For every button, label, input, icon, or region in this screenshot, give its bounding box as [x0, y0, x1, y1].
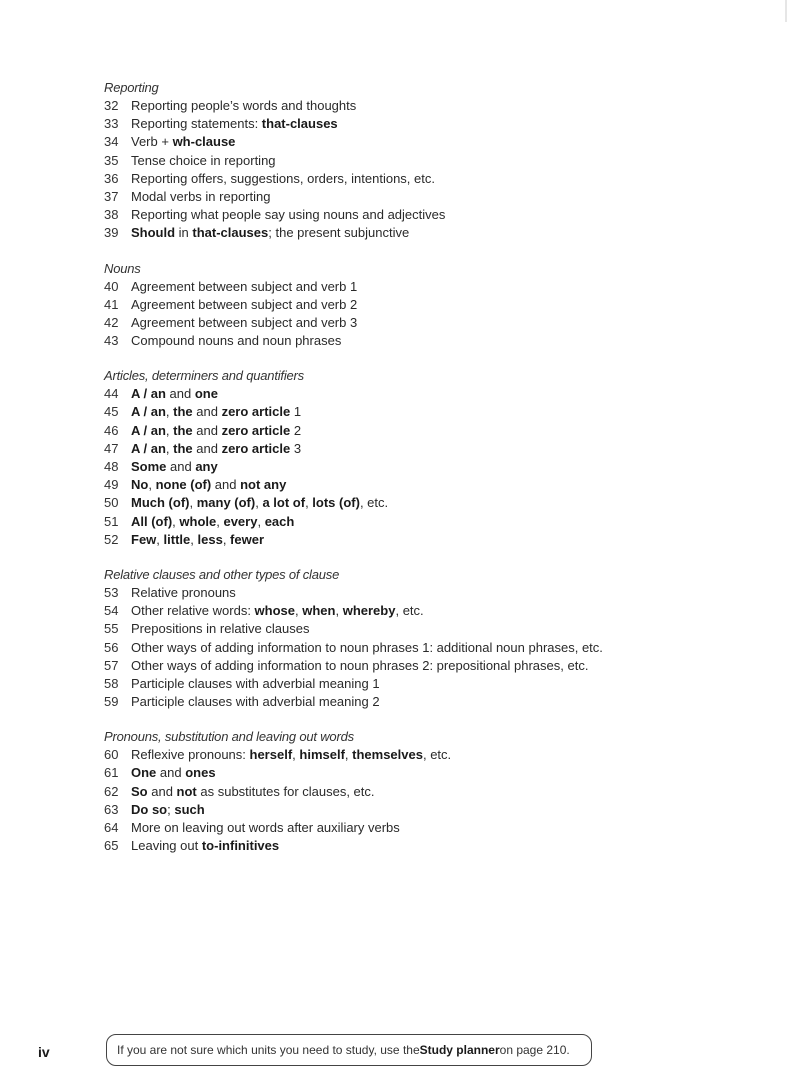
unit-number: 58: [104, 675, 119, 691]
unit-number: 42: [104, 314, 119, 330]
text-run: and: [156, 765, 186, 781]
unit-title: [131, 693, 380, 711]
bold-term: Should: [131, 225, 176, 241]
text-run: on page 210.: [499, 1043, 570, 1057]
text-run: ,: [190, 531, 198, 547]
section-title: Pronouns, substitution and leaving out words: [104, 729, 354, 745]
unit-entry: [104, 170, 744, 188]
bold-term: little: [163, 531, 191, 547]
unit-title: [131, 332, 341, 350]
unit-entry: [104, 296, 744, 314]
bold-term: lots (of): [312, 495, 360, 511]
unit-title: [131, 385, 218, 403]
text-run: ,: [305, 495, 313, 511]
bold-term: herself: [249, 747, 293, 763]
unit-entry: [104, 206, 744, 224]
text-run: Tense choice in reporting: [131, 152, 276, 168]
text-run: , etc.: [395, 603, 424, 619]
unit-entry: [104, 385, 744, 403]
bold-term: the: [173, 440, 193, 456]
unit-title: [131, 115, 338, 133]
text-run: , etc.: [359, 495, 389, 511]
unit-title: [131, 476, 286, 494]
unit-title: [131, 783, 375, 801]
unit-number: 35: [104, 152, 119, 168]
text-run: If you are not sure which units you need to study, use the: [117, 1043, 420, 1057]
unit-title: [131, 133, 235, 151]
bold-term: All (of): [131, 513, 173, 529]
text-run: ,: [295, 603, 303, 619]
unit-title: [131, 296, 357, 314]
bold-term: not: [176, 783, 197, 799]
page-number: iv: [38, 1044, 50, 1060]
text-run: 2: [290, 422, 302, 438]
unit-entry: [104, 224, 744, 242]
unit-number: 59: [104, 694, 119, 710]
unit-number: 62: [104, 783, 119, 799]
unit-entry: [104, 494, 744, 512]
text-run: Modal verbs in reporting: [131, 188, 271, 204]
bold-term: any: [195, 459, 218, 474]
text-run: and: [211, 477, 241, 493]
text-run: Reflexive pronouns:: [131, 747, 250, 763]
toc-section: [104, 79, 744, 243]
bold-term: zero article: [221, 404, 291, 420]
text-run: 3: [290, 440, 302, 456]
bold-term: to-infinitives: [201, 838, 280, 854]
unit-number: 36: [104, 170, 119, 186]
unit-title: [131, 657, 588, 675]
bold-term: A / an: [131, 422, 166, 438]
unit-title: [131, 584, 236, 602]
unit-entry: [104, 783, 744, 801]
bold-term: Much (of): [131, 495, 190, 511]
bold-term: a lot of: [262, 495, 306, 511]
text-run: ,: [156, 531, 164, 547]
unit-number: 43: [104, 333, 119, 349]
text-run: ,: [172, 513, 180, 529]
text-run: as substitutes for clauses, etc.: [196, 783, 375, 799]
unit-entry: [104, 531, 744, 549]
unit-title: [131, 440, 301, 458]
text-run: Leaving out: [131, 838, 202, 854]
bold-term: fewer: [230, 531, 265, 547]
text-run: ,: [257, 513, 265, 529]
unit-title: [131, 837, 279, 855]
text-run: Agreement between subject and verb 1: [131, 278, 358, 294]
text-run: ,: [165, 404, 174, 420]
unit-title: [131, 422, 301, 440]
unit-entry: [104, 584, 744, 602]
unit-number: 40: [104, 278, 119, 294]
text-run: ,: [292, 747, 300, 763]
bold-term: when: [302, 603, 336, 619]
text-run: ;: [167, 801, 175, 817]
unit-number: 48: [104, 459, 119, 474]
unit-title: [131, 801, 205, 819]
bold-term: A / an: [131, 386, 166, 402]
unit-title: [131, 639, 603, 657]
bold-term: whose: [254, 603, 296, 619]
unit-number: 37: [104, 188, 119, 204]
section-title: Nouns: [104, 260, 141, 276]
text-run: ,: [216, 513, 224, 529]
bold-term: that-clauses: [261, 116, 338, 132]
text-run: and: [165, 386, 195, 402]
unit-number: 52: [104, 531, 119, 547]
bold-term: whole: [179, 513, 217, 529]
bold-term: So: [131, 783, 148, 799]
unit-number: 47: [104, 440, 119, 456]
bold-term: A / an: [131, 440, 166, 456]
unit-entry: [104, 764, 744, 782]
text-run: ,: [165, 422, 174, 438]
text-run: and: [192, 440, 222, 456]
bold-term: himself: [299, 747, 345, 763]
text-run: Verb +: [131, 134, 173, 150]
unit-number: 38: [104, 207, 119, 223]
unit-entry: [104, 314, 744, 332]
unit-number: 54: [104, 603, 119, 619]
unit-entry: [104, 440, 744, 458]
unit-title: [131, 188, 270, 206]
text-run: ,: [255, 495, 263, 511]
text-run: Reporting people’s words and thoughts: [131, 98, 357, 113]
unit-number: 60: [104, 747, 119, 763]
unit-number: 61: [104, 765, 119, 781]
unit-title: [131, 494, 388, 512]
text-run: and: [192, 422, 222, 438]
unit-number: 55: [104, 621, 119, 637]
unit-title: [131, 746, 451, 764]
text-run: 1: [290, 404, 302, 420]
unit-entry: [104, 188, 744, 206]
unit-number: 46: [104, 422, 119, 438]
unit-number: 39: [104, 225, 119, 241]
text-run: in: [175, 225, 193, 241]
text-run: Reporting offers, suggestions, orders, intentions, etc.: [131, 170, 435, 186]
unit-entry: [104, 639, 744, 657]
table-of-contents: [104, 79, 744, 872]
text-run: Prepositions in relative clauses: [131, 621, 310, 637]
unit-entry: [104, 602, 744, 620]
unit-entry: [104, 819, 744, 837]
text-run: Agreement between subject and verb 3: [131, 314, 358, 330]
bold-term: the: [173, 404, 193, 420]
text-run: and: [147, 783, 177, 799]
bold-term: such: [174, 801, 205, 817]
text-run: ,: [189, 495, 197, 511]
bold-term: every: [223, 513, 258, 529]
text-run: ,: [222, 531, 231, 547]
text-run: ; the present subjunctive: [268, 225, 410, 241]
text-run: ,: [165, 440, 174, 456]
unit-title: [131, 314, 357, 332]
bold-term: zero article: [221, 422, 291, 438]
unit-number: 41: [104, 296, 119, 312]
text-run: Agreement between subject and verb 2: [131, 296, 358, 312]
unit-title: [131, 819, 400, 837]
bold-term: not any: [240, 477, 287, 493]
unit-number: 56: [104, 639, 119, 655]
bold-term: that-clauses: [192, 225, 269, 241]
unit-entry: [104, 422, 744, 440]
unit-entry: [104, 152, 744, 170]
toc-section: [104, 367, 744, 549]
unit-entry: [104, 332, 744, 350]
bold-term: ones: [185, 765, 216, 781]
section-title: Relative clauses and other types of clause: [104, 566, 340, 582]
text-run: Participle clauses with adverbial meaning 1: [131, 675, 380, 691]
unit-title: [131, 602, 424, 620]
unit-title: [131, 278, 357, 296]
unit-entry: [104, 278, 744, 296]
bold-term: One: [131, 765, 157, 781]
unit-entry: [104, 657, 744, 675]
text-run: Other relative words:: [131, 603, 255, 619]
bold-term: Study planner: [419, 1043, 500, 1057]
unit-number: 45: [104, 404, 119, 420]
bold-term: A / an: [131, 404, 166, 420]
unit-entry: [104, 675, 744, 693]
unit-title: [131, 675, 380, 693]
unit-number: 50: [104, 495, 119, 511]
bold-term: the: [173, 422, 193, 438]
unit-title: [131, 531, 264, 549]
text-run: Reporting what people say using nouns and adjectives: [131, 207, 446, 223]
unit-entry: [104, 476, 744, 494]
text-run: Participle clauses with adverbial meaning 2: [131, 694, 380, 710]
unit-entry: [104, 97, 744, 115]
unit-title: [131, 170, 435, 188]
unit-number: 57: [104, 657, 119, 673]
unit-title: [131, 620, 309, 638]
unit-number: 34: [104, 134, 119, 150]
bold-term: whereby: [342, 603, 396, 619]
unit-entry: [104, 746, 744, 764]
bold-term: No: [131, 477, 149, 493]
toc-section: [104, 566, 744, 711]
text-run: Compound nouns and noun phrases: [131, 333, 342, 349]
unit-entry: [104, 837, 744, 855]
unit-number: 53: [104, 584, 119, 600]
unit-entry: [104, 620, 744, 638]
unit-title: [131, 403, 301, 421]
text-run: Other ways of adding information to noun phrases 1: additional noun phrases, etc.: [131, 639, 603, 655]
study-planner-tip: [106, 1034, 592, 1066]
unit-title: [131, 152, 276, 170]
unit-number: 33: [104, 116, 119, 132]
bold-term: one: [194, 386, 218, 402]
text-run: Other ways of adding information to noun phrases 2: prepositional phrases, etc.: [131, 657, 589, 673]
toc-section: [104, 728, 744, 855]
unit-number: 32: [104, 98, 119, 113]
text-run: ,: [344, 747, 353, 763]
unit-title: [131, 224, 409, 242]
unit-entry: [104, 801, 744, 819]
unit-number: 63: [104, 801, 119, 817]
bold-term: each: [264, 513, 295, 529]
text-run: More on leaving out words after auxiliary verbs: [131, 820, 400, 835]
bold-term: none (of): [155, 477, 212, 493]
unit-number: 44: [104, 386, 119, 402]
unit-entry: [104, 693, 744, 711]
unit-title: [131, 513, 294, 531]
text-run: , etc.: [422, 747, 452, 763]
text-run: and: [192, 404, 222, 420]
bold-term: less: [197, 531, 223, 547]
unit-title: [131, 206, 445, 224]
text-run: Relative pronouns: [131, 584, 236, 600]
unit-number: 64: [104, 820, 119, 835]
bold-term: Few: [131, 531, 157, 547]
unit-title: [131, 458, 218, 476]
unit-entry: [104, 513, 744, 531]
text-run: ,: [335, 603, 343, 619]
unit-entry: [104, 115, 744, 133]
text-run: and: [166, 459, 196, 474]
bold-term: zero article: [221, 440, 291, 456]
bold-term: many (of): [196, 495, 256, 511]
unit-number: 49: [104, 477, 119, 493]
section-title: Reporting: [104, 80, 159, 95]
bold-term: Do so: [131, 801, 168, 817]
unit-entry: [104, 403, 744, 421]
bold-term: themselves: [352, 747, 423, 763]
unit-entry: [104, 458, 744, 476]
toc-section: [104, 260, 744, 351]
unit-number: 65: [104, 838, 119, 854]
bold-term: Some: [131, 459, 167, 474]
section-title: Articles, determiners and quantifiers: [104, 368, 304, 384]
bold-term: wh-clause: [172, 134, 236, 150]
unit-title: [131, 97, 356, 115]
unit-number: 51: [104, 513, 119, 529]
unit-title: [131, 764, 216, 782]
unit-entry: [104, 133, 744, 151]
text-run: Reporting statements:: [131, 116, 262, 132]
text-run: ,: [148, 477, 156, 493]
